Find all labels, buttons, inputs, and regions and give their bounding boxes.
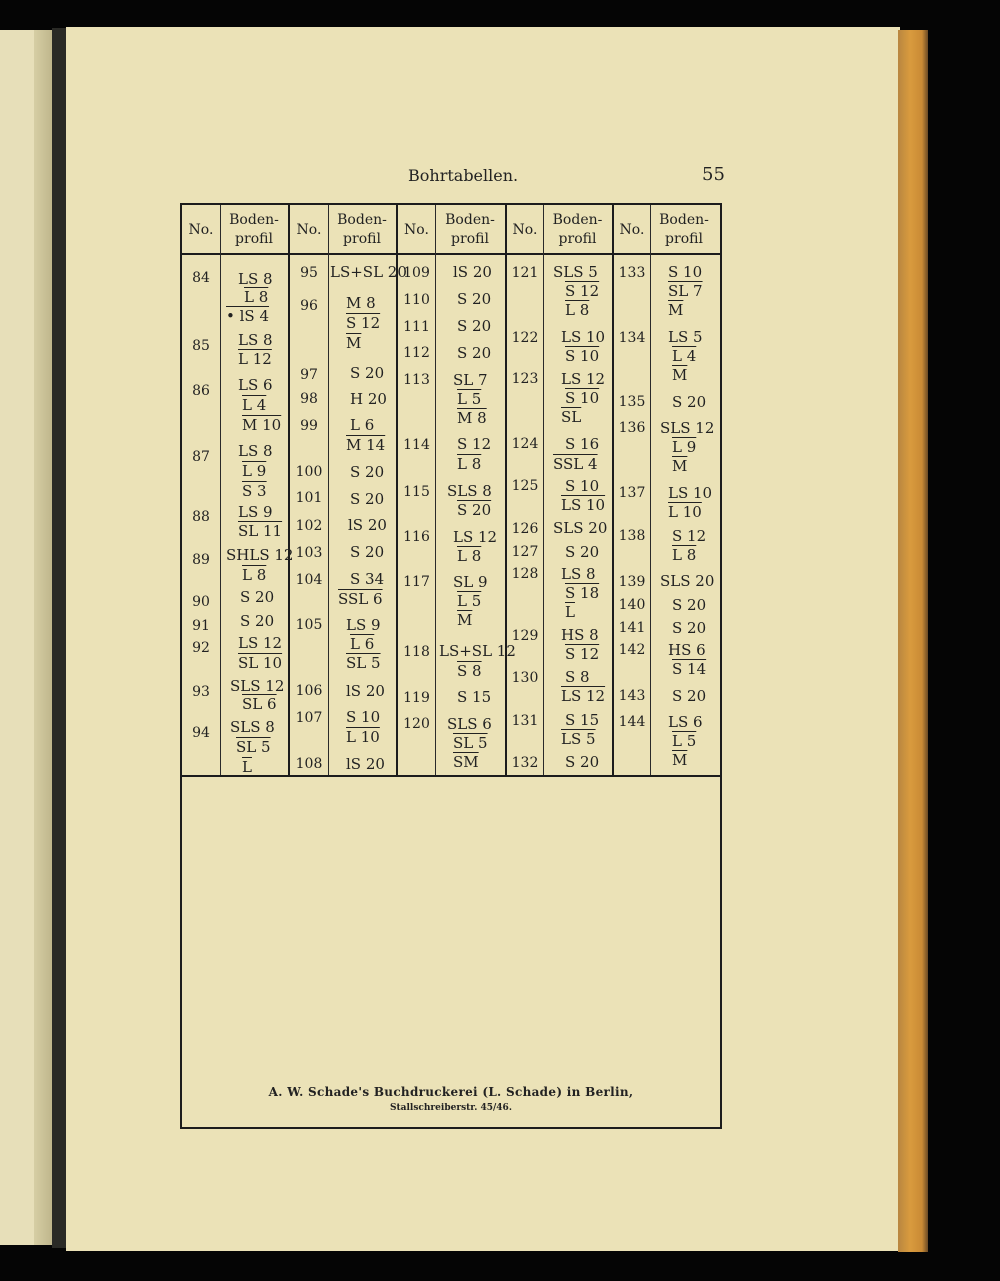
boring-number: 139 [618, 574, 646, 590]
boring-number: 133 [618, 265, 646, 281]
soil-profile-entry: HS 8 [561, 626, 599, 644]
soil-profile-entry: $\overline{SM}$ [453, 753, 479, 771]
boring-number: 130 [511, 670, 539, 686]
soil-profile-entry: S 20 [457, 344, 492, 362]
soil-profile-entry: S 20 [240, 588, 275, 606]
header-no: No. [404, 221, 429, 238]
soil-profile-entry: S 3 [242, 482, 267, 500]
boring-number: 124 [511, 436, 539, 452]
header-no: No. [512, 221, 538, 238]
soil-profile-entry: S 10 [565, 389, 600, 407]
soil-profile-entry: M 10 [242, 416, 282, 434]
boring-number: 123 [511, 371, 539, 387]
soil-profile-entry: HS 6 [668, 641, 706, 659]
left-page-shadow [34, 30, 52, 1245]
soil-profile-entry: S 20 [672, 393, 707, 411]
soil-profile-entry: LS 9 [238, 503, 273, 521]
soil-profile-entry: SL 5 [346, 654, 381, 672]
soil-profile-entry: SSL 6 [338, 590, 383, 608]
soil-profile-entry: SLS 8 [447, 482, 492, 500]
soil-profile-entry: S 12 [565, 645, 600, 663]
boring-number: 114 [403, 437, 430, 453]
soil-profile-entry: SL 11 [238, 522, 283, 540]
soil-profile-entry: SHLS 12 [226, 546, 294, 564]
soil-profile-entry: S 15 [565, 711, 600, 729]
soil-profile-entry: LS 12 [561, 687, 606, 705]
soil-profile-entry: S 20 [350, 463, 385, 481]
boring-number: 95 [300, 265, 318, 281]
soil-profile-entry: SL 10 [238, 654, 283, 672]
boring-number: 128 [511, 566, 539, 582]
soil-profile-entry: L 12 [238, 350, 272, 368]
boring-number: 92 [192, 640, 210, 656]
soil-profile-entry: S 20 [672, 596, 707, 614]
soil-profile-entry: SL 5 [236, 738, 271, 756]
soil-profile-entry: LS 10 [561, 328, 606, 346]
page-edges [898, 30, 928, 1252]
header-bodenprofil: Boden- profil [552, 212, 603, 247]
boring-number: 111 [403, 319, 430, 335]
soil-profile-entry: LS 12 [453, 528, 498, 546]
soil-profile-entry: S 10 [565, 477, 600, 495]
boring-number: 89 [192, 552, 210, 568]
boring-number: 116 [403, 529, 430, 545]
table-end-rule [180, 775, 722, 777]
boring-number: 126 [511, 521, 539, 537]
column-rule [543, 205, 544, 775]
boring-number: 125 [511, 478, 539, 494]
soil-profile-entry: S 8 [565, 668, 590, 686]
boring-number: 87 [192, 449, 210, 465]
soil-profile-entry: LS 6 [238, 376, 273, 394]
boring-number: 85 [192, 338, 210, 354]
header-rule [180, 253, 722, 255]
printer-address: Stallschreiberstr. 45/46. [390, 1103, 512, 1113]
column-rule [328, 205, 329, 775]
soil-profile-entry: S 12 [457, 435, 492, 453]
boring-number: 127 [511, 544, 539, 560]
soil-profile-entry: SLS 20 [660, 572, 715, 590]
printer-imprint: A. W. Schade's Buchdruckerei (L. Schade) in Berlin, [268, 1085, 634, 1099]
page-number: 55 [702, 164, 725, 185]
soil-profile-entry: lS 20 [348, 516, 387, 534]
column-rule [650, 205, 651, 775]
soil-profile-entry: lS 20 [346, 755, 385, 773]
soil-profile-entry: LS 8 [238, 270, 273, 288]
boring-number: 112 [403, 345, 430, 361]
soil-profile-entry: SLS 5 [553, 263, 598, 281]
soil-profile-entry: LS 8 [238, 442, 273, 460]
header-bodenprofil: Boden- profil [445, 212, 495, 247]
boring-number: 117 [403, 574, 430, 590]
soil-profile-entry: S 20 [457, 317, 492, 335]
soil-profile-entry: L 8 [457, 455, 482, 473]
soil-profile-entry: S 20 [457, 290, 492, 308]
soil-profile-entry: L 8 [565, 301, 590, 319]
soil-profile-entry: S 20 [350, 543, 385, 561]
soil-profile-entry: L 5 [457, 390, 482, 408]
header-no: No. [619, 221, 645, 238]
soil-profile-entry: LS 10 [561, 496, 606, 514]
soil-profile-entry: LS+SL 12 [439, 642, 516, 660]
boring-number: 141 [618, 620, 646, 636]
soil-profile-entry: L 8 [672, 546, 697, 564]
boring-number: 113 [403, 372, 430, 388]
soil-profile-entry: $\overline{M}$ [457, 611, 473, 629]
boring-number: 105 [295, 617, 323, 633]
soil-profile-entry: SSL 4 [553, 455, 598, 473]
soil-profile-entry: S 12 [565, 282, 600, 300]
running-head: Bohrtabellen. [408, 166, 519, 185]
boring-number: 136 [618, 420, 646, 436]
boring-number: 84 [192, 270, 210, 286]
soil-profile-entry: LS+SL 20 [330, 263, 407, 281]
soil-profile-entry: SLS 20 [553, 519, 608, 537]
soil-profile-entry: S 10 [346, 708, 381, 726]
soil-profile-entry: SL 9 [453, 573, 488, 591]
soil-profile-entry: S 20 [350, 364, 385, 382]
soil-profile-entry: L 8 [244, 288, 269, 306]
boring-number: 106 [295, 683, 323, 699]
boring-number: 93 [192, 684, 210, 700]
boring-number: 88 [192, 509, 210, 525]
soil-profile-entry: SL 7 [668, 282, 703, 300]
left-page [0, 30, 52, 1245]
soil-profile-entry: LS 6 [668, 713, 703, 731]
soil-profile-entry: SL 7 [453, 371, 488, 389]
soil-profile-entry: $\overline{M}$ [672, 457, 688, 475]
boring-number: 97 [300, 367, 318, 383]
soil-profile-entry: LS 12 [238, 634, 283, 652]
soil-profile-entry: L 5 [672, 732, 697, 750]
soil-profile-entry: M 8 [457, 409, 487, 427]
boring-number: 143 [618, 688, 646, 704]
soil-profile-entry: LS 5 [561, 730, 596, 748]
header-no: No. [188, 221, 214, 238]
soil-profile-entry: $\overline{L}$ [242, 758, 252, 776]
soil-profile-entry: S 34 [350, 570, 385, 588]
soil-profile-entry: • lS 4 [226, 307, 270, 325]
soil-profile-entry: L 10 [668, 503, 702, 521]
boring-number: 119 [403, 690, 430, 706]
boring-number: 120 [403, 716, 430, 732]
boring-number: 108 [295, 756, 323, 772]
soil-profile-entry: S 16 [565, 435, 600, 453]
soil-profile-entry: lS 20 [346, 682, 385, 700]
soil-profile-entry: S 20 [672, 619, 707, 637]
boring-number: 129 [511, 628, 539, 644]
header-bodenprofil: Boden- profil [659, 212, 709, 247]
soil-profile-entry: L 10 [346, 728, 380, 746]
soil-profile-entry: SLS 8 [230, 718, 275, 736]
soil-profile-entry: SL 5 [453, 734, 488, 752]
soil-profile-entry: S 12 [672, 527, 707, 545]
soil-profile-entry: LS 9 [346, 616, 381, 634]
boring-number: 98 [300, 391, 318, 407]
boring-number: 103 [295, 545, 323, 561]
boring-number: 138 [618, 528, 646, 544]
boring-number: 140 [618, 597, 646, 613]
soil-profile-entry: S 15 [457, 688, 492, 706]
soil-profile-entry: L 9 [242, 462, 267, 480]
boring-number: 137 [618, 485, 646, 501]
book-gutter [52, 28, 66, 1248]
soil-profile-entry: S 10 [668, 263, 703, 281]
header-bodenprofil: Boden- profil [337, 212, 387, 247]
boring-number: 135 [618, 394, 646, 410]
soil-profile-entry: S 20 [565, 753, 600, 771]
boring-number: 101 [295, 490, 323, 506]
soil-profile-entry: L 9 [672, 438, 697, 456]
boring-number: 104 [295, 572, 323, 588]
soil-profile-entry: M 14 [346, 436, 386, 454]
soil-profile-entry: lS 20 [453, 263, 492, 281]
soil-profile-entry: $\overline{SL}$ [561, 408, 582, 426]
soil-profile-entry: S 20 [240, 612, 275, 630]
soil-profile-entry: SLS 12 [660, 419, 715, 437]
soil-profile-entry: S 10 [565, 347, 600, 365]
soil-profile-entry: LS 10 [668, 484, 713, 502]
column-rule [220, 205, 221, 775]
soil-profile-entry: LS 8 [561, 565, 596, 583]
soil-profile-entry: S 20 [350, 490, 385, 508]
boring-number: 110 [403, 292, 430, 308]
boring-number: 99 [300, 418, 318, 434]
boring-number: 122 [511, 330, 539, 346]
soil-profile-entry: L 8 [242, 566, 267, 584]
soil-profile-entry: S 12 [346, 314, 381, 332]
column-rule [435, 205, 436, 775]
boring-number: 134 [618, 330, 646, 346]
boring-number: 100 [295, 464, 323, 480]
soil-profile-entry: $\overline{M}$ [672, 366, 688, 384]
soil-profile-entry: L 4 [242, 396, 267, 414]
boring-number: 102 [295, 518, 323, 534]
boring-number: 109 [403, 265, 430, 281]
soil-profile-entry: S 20 [565, 543, 600, 561]
soil-profile-entry: M 8 [346, 294, 376, 312]
boring-number: 107 [295, 710, 323, 726]
header-bodenprofil: Boden- profil [229, 212, 279, 247]
boring-number: 94 [192, 725, 210, 741]
boring-number: 86 [192, 383, 210, 399]
boring-number: 121 [511, 265, 539, 281]
soil-profile-entry: LS 5 [668, 328, 703, 346]
soil-profile-entry: $\overline{M}$ [346, 334, 362, 352]
boring-number: 115 [403, 484, 430, 500]
soil-profile-entry: SLS 12 [230, 677, 285, 695]
boring-number: 144 [618, 714, 646, 730]
soil-profile-entry: S 18 [565, 584, 600, 602]
soil-profile-entry: L 5 [457, 592, 482, 610]
soil-profile-entry: S 20 [457, 501, 492, 519]
soil-profile-entry: L 6 [350, 635, 375, 653]
soil-profile-entry: L 8 [457, 547, 482, 565]
soil-profile-entry: L 4 [672, 347, 697, 365]
boring-number: 131 [511, 713, 539, 729]
soil-profile-entry: H 20 [350, 390, 387, 408]
soil-profile-entry: $\overline{L}$ [565, 603, 575, 621]
soil-profile-entry: SL 6 [242, 695, 277, 713]
soil-profile-entry: SLS 6 [447, 715, 492, 733]
soil-profile-entry: S 8 [457, 662, 482, 680]
soil-profile-entry: S 14 [672, 660, 707, 678]
soil-profile-entry: L 6 [350, 416, 375, 434]
soil-profile-entry: S 20 [672, 687, 707, 705]
boring-number: 142 [618, 642, 646, 658]
soil-profile-entry: $\overline{M}$ [668, 301, 684, 319]
boring-number: 132 [511, 755, 539, 771]
boring-number: 91 [192, 618, 210, 634]
header-no: No. [296, 221, 322, 238]
soil-profile-entry: LS 12 [561, 370, 606, 388]
soil-profile-entry: LS 8 [238, 331, 273, 349]
boring-number: 90 [192, 594, 210, 610]
boring-number: 96 [300, 298, 318, 314]
boring-number: 118 [403, 644, 430, 660]
soil-profile-entry: $\overline{M}$ [672, 751, 688, 769]
